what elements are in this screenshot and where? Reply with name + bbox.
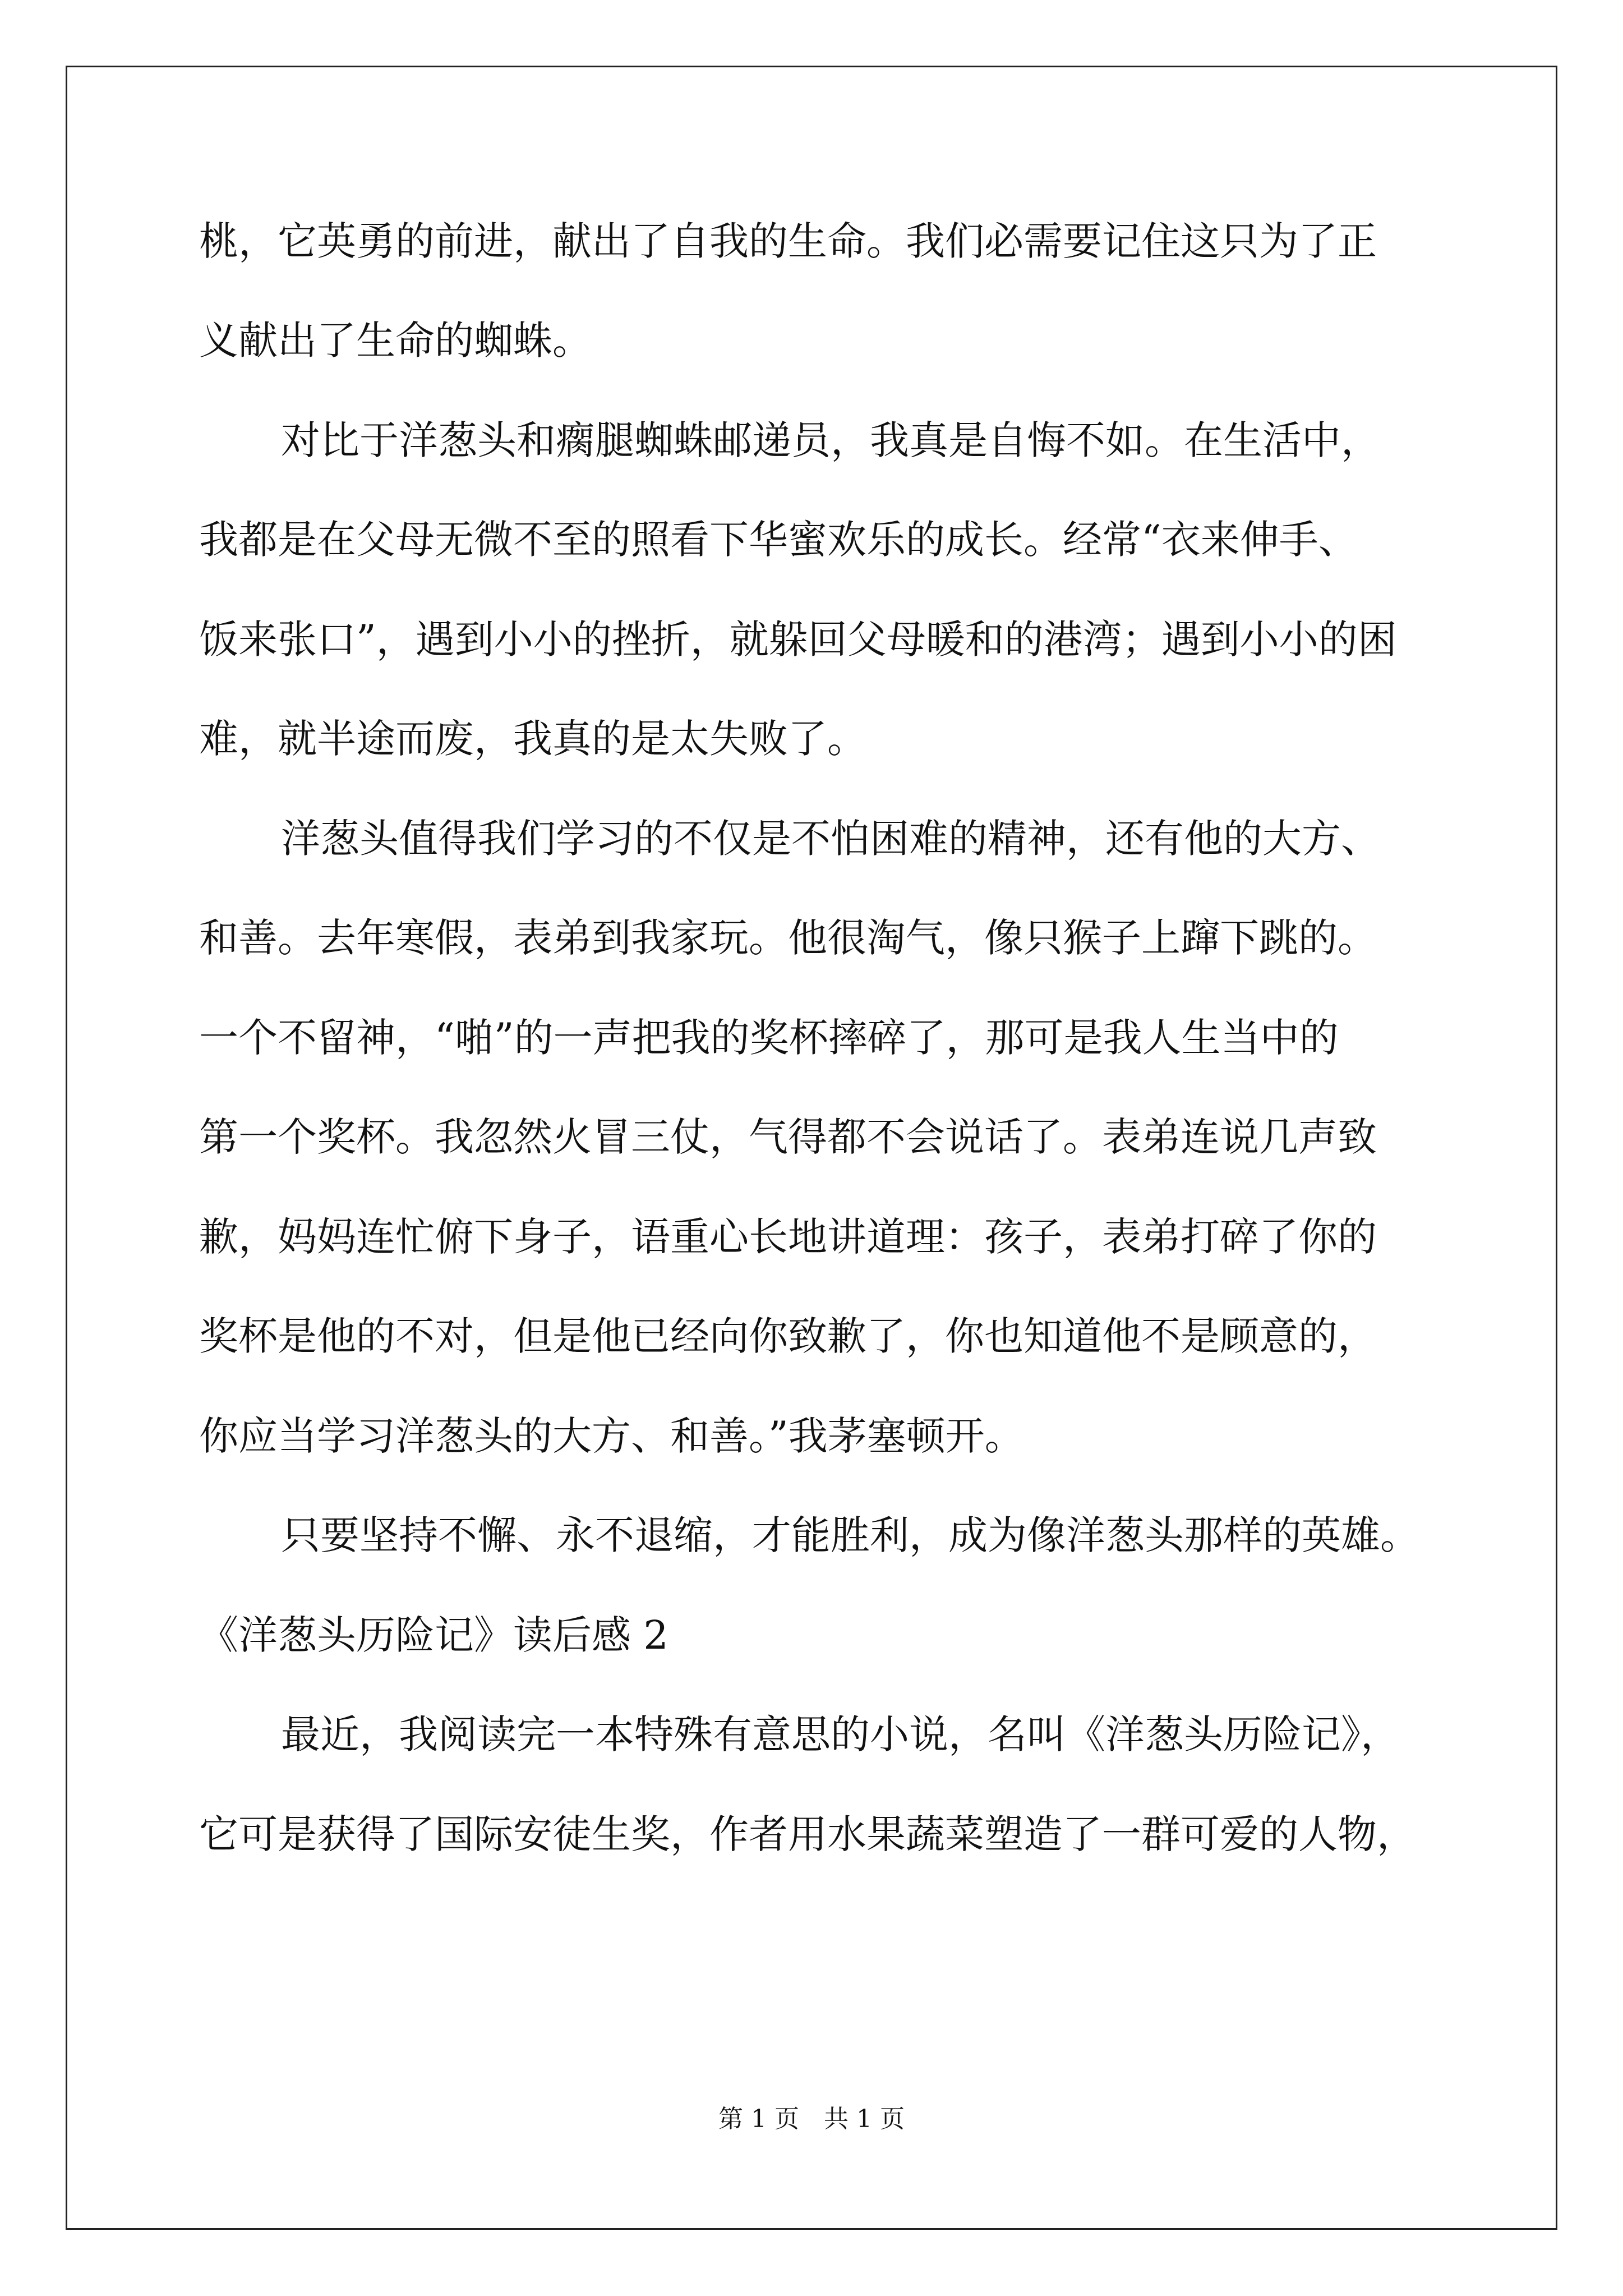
text-line: 它可是获得了国际安徒生奖，作者用水果蔬菜塑造了一群可爱的人物， [199,1811,1416,1857]
text-line: 和善。去年寒假，表弟到我家玩。他很淘气，像只猴子上蹿下跳的。 [199,915,1377,961]
text-line: 义献出了生命的蜘蛛。 [199,318,592,364]
text-line: 我都是在父母无微不至的照看下华蜜欢乐的成长。经常“衣来伸手、 [199,517,1358,563]
text-line: 歉，妈妈连忙俯下身子，语重心长地讲道理：孩子，表弟打碎了你的 [199,1214,1377,1260]
text-line: 你应当学习洋葱头的大方、和善。”我茅塞顿开。 [199,1413,1024,1459]
text-line: 难，就半途而废，我真的是太失败了。 [199,716,866,762]
text-line: 饭来张口”，遇到小小的挫折，就躲回父母暖和的港湾；遇到小小的困 [199,616,1397,662]
text-line: 一个不留神，“啪”的一声把我的奖杯摔碎了，那可是我人生当中的 [199,1015,1339,1061]
paragraph-start-line: 只要坚持不懈、永不退缩，才能胜利，成为像洋葱头那样的英雄。 [281,1512,1419,1558]
text-line: 奖杯是他的不对，但是他已经向你致歉了，你也知道他不是顾意的， [199,1313,1377,1359]
paragraph-start-line: 最近，我阅读完一本特殊有意思的小说，名叫《洋葱头历险记》， [281,1711,1400,1757]
page-footer: 第 1 页 共 1 页 [718,2105,905,2133]
section-heading: 《洋葱头历险记》读后感 2 [199,1612,668,1658]
paragraph-start-line: 洋葱头值得我们学习的不仅是不怕困难的精神，还有他的大方、 [281,816,1380,862]
text-line: 第一个奖杯。我忽然火冒三仗，气得都不会说话了。表弟连说几声致 [199,1114,1377,1160]
paragraph-start-line: 对比于洋葱头和瘸腿蜘蛛邮递员，我真是自悔不如。在生活中， [281,417,1380,463]
text-line: 桃，它英勇的前进，献出了自我的生命。我们必需要记住这只为了正 [199,218,1377,264]
